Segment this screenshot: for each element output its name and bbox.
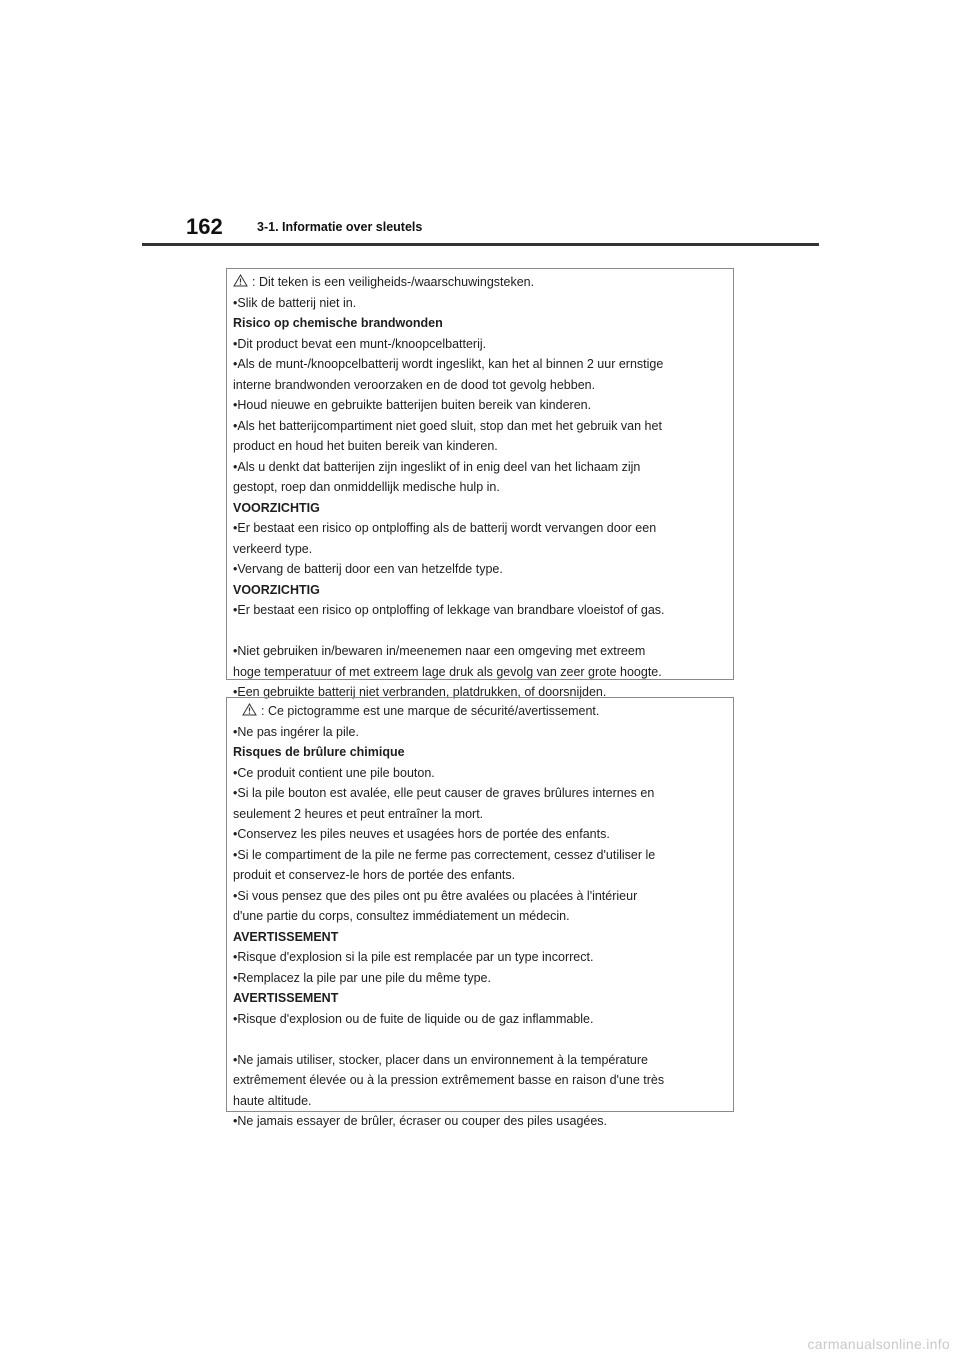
bullet-line: •Si le compartiment de la pile ne ferme pas correctement, cessez d'utiliser le — [233, 847, 656, 862]
warning-triangle-icon — [242, 703, 257, 716]
bullet-line: •Een gebruikte batterij niet verbranden, platdrukken, of doorsnijden. — [233, 685, 607, 699]
bullet-line: •Niet gebruiken in/bewaren in/meenemen naar een omgeving met extreem — [233, 644, 646, 658]
bullet-line: •Als de munt-/knoopcelbatterij wordt ingeslikt, kan het al binnen 2 uur ernstige — [233, 357, 664, 371]
bullet-line: •Si vous pensez que des piles ont pu être avalées ou placées à l'intérieur — [233, 888, 638, 903]
text-line: gestopt, roep dan onmiddellijk medische hulp in. — [233, 480, 500, 494]
page-number: 162 — [186, 214, 223, 239]
watermark: carmanualsonline.info — [807, 1336, 950, 1352]
bullet-line: •Vervang de batterij door een van hetzelfde type. — [233, 562, 503, 576]
text-line: d'une partie du corps, consultez immédiatement un médecin. — [233, 909, 570, 923]
caution-heading: VOORZICHTIG — [233, 582, 320, 597]
text-line: interne brandwonden veroorzaken en de dood tot gevolg hebben. — [233, 377, 596, 392]
bullet-line: •Conservez les piles neuves et usagées hors de portée des enfants. — [233, 827, 610, 841]
bullet-line: •Dit product bevat een munt-/knoopcelbatterij. — [233, 336, 487, 351]
bullet-line: •Ne jamais utiliser, stocker, placer dans un environnement à la température — [233, 1052, 649, 1067]
warning-triangle-icon — [233, 274, 248, 287]
bullet-line: •Remplacez la pile par une pile du même type. — [233, 970, 491, 985]
bullet-line: •Ne jamais essayer de brûler, écraser ou couper des piles usagées. — [233, 1114, 608, 1128]
text-line: produit et conservez-le hors de portée des enfants. — [233, 868, 516, 882]
text-line: seulement 2 heures et peut entraîner la mort. — [233, 806, 484, 821]
text-line: extrêmement élevée ou à la pression extrêmement basse en raison d'une très — [233, 1073, 665, 1087]
bullet-line: •Si la pile bouton est avalée, elle peut causer de graves brûlures internes en — [233, 786, 655, 800]
bullet-line: •Als u denkt dat batterijen zijn ingeslikt of in enig deel van het lichaam zijn — [233, 459, 641, 474]
bullet-line: •Als het batterijcompartiment niet goed sluit, stop dan met het gebruik van het — [233, 418, 662, 433]
bullet-line: •Risque d'explosion ou de fuite de liquide ou de gaz inflammable. — [233, 1011, 594, 1026]
page-header — [142, 212, 819, 246]
bullet-line: •Houd nieuwe en gebruikte batterijen buiten bereik van kinderen. — [233, 398, 592, 412]
bullet-line: •Risque d'explosion si la pile est remplacée par un type incorrect. — [233, 950, 594, 964]
bullet-line: •Ne pas ingérer la pile. — [233, 724, 359, 739]
bullet-line: •Er bestaat een risico op ontploffing als de batterij wordt vervangen door een — [233, 521, 657, 535]
header-rule — [142, 243, 819, 246]
heading: Risques de brûlure chimique — [233, 745, 405, 759]
heading: Risico op chemische brandwonden — [233, 316, 443, 330]
warning-heading: AVERTISSEMENT — [233, 991, 339, 1005]
text-line: hoge temperatuur of met extreem lage druk als gevolg van zeer grote hoogte. — [233, 664, 662, 679]
section-title: 3-1. Informatie over sleutels — [257, 220, 423, 234]
bullet-line: •Er bestaat een risico op ontploffing of lekkage van brandbare vloeistof of gas. — [233, 603, 665, 617]
warning-box-dutch — [226, 268, 734, 699]
bullet-line: •Ce produit contient une pile bouton. — [233, 765, 435, 780]
warning-heading: AVERTISSEMENT — [233, 929, 339, 944]
warning-symbol-note: : Dit teken is een veiligheids-/waarschuwingsteken. — [233, 272, 727, 293]
bullet-line: •Slik de batterij niet in. — [233, 295, 357, 310]
text-line: verkeerd type. — [233, 541, 313, 556]
warning-symbol-note: : Ce pictogramme est une marque de sécurité/avertissement. — [233, 701, 727, 722]
warning-box-french — [226, 697, 734, 1128]
spacer — [233, 1029, 727, 1050]
spacer — [233, 621, 727, 642]
text-line: haute altitude. — [233, 1093, 312, 1108]
text-line: product en houd het buiten bereik van kinderen. — [233, 439, 498, 453]
caution-heading: VOORZICHTIG — [233, 500, 320, 515]
